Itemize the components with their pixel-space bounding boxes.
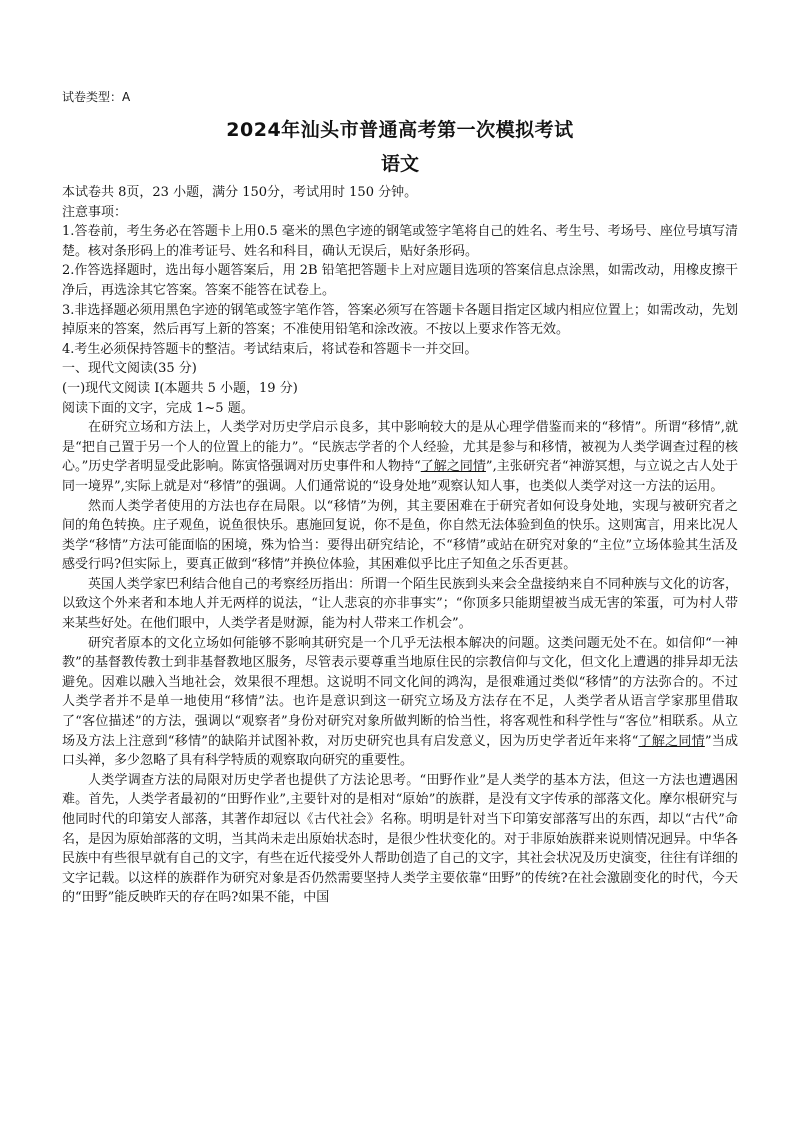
notice-item-3: 3.非选择题必须用黑色字迹的钢笔或签字笔作答，答案必须写在答题卡各题目指定区域内相应位置上；如需改动，先划掉原来的答案，然后再写上新的答案；不准使用铅笔和涂改液。不按以上要求作答无效。 (62, 302, 738, 338)
notice-heading: 注意事项： (62, 204, 128, 220)
passage-text: 研究者原本的文化立场如何能够不影响其研究是一个几乎无法根本解决的问题。这类问题无处不在。如信仰“一神教”的基督教传教士到非基督教地区服务，尽管表示要尊重当地原住民的宗教信仰与文化，但文化上遭遇的排异却无法避免。因难以融入当地社会，效果很不理想。这说明不同文化间的鸿沟，是很难通过类似“移情”的方法弥合的。不过人类学者并不是单一地使用“移情”法。也许是意识到这一研究立场及方法存在不足，人类学者从语言学家那里借取了“客位描述”的方法，强调以“观察者”身份对研究对象所做判断的恰当性，将客观性和科学性与“客位”相联系。从立场及方法上注意到“移情”的缺陷并试图补救，对历史研究也具有启发意义，因为历史学者近年来将“ (62, 635, 738, 749)
passage-paragraph-4 (62, 634, 738, 771)
exam-summary: 本试卷共 8页，23 小题，满分 150分，考试用时 150 分钟。 (62, 185, 418, 200)
passage-text: 在研究立场和方法上，人类学对历史学启示良多，其中影响较大的是从心理学借鉴而来的“移情”。所谓“移情”,就是“把自己置于另一个人的位置上的能力”。“民族志学者的个人经验，尤其是参与和移情，被视为人类学调查过程的核心。”历史学者明显受此影响。陈寅恪强调对历史事件和人物持“ (62, 420, 738, 475)
paper-type: 试卷类型：A (62, 90, 131, 104)
notice-item-2: 2.作答选择题时，选出每小题答案后，用 2B 铅笔把答题卡上对应题目选项的答案信息点涂黑，如需改动，用橡皮擦干净后，再选涂其它答案。答案不能答在试卷上。 (62, 263, 738, 298)
passage-paragraph-1 (62, 418, 738, 496)
exam-title: 2024年汕头市普通高考第一次模拟考试 (226, 119, 574, 141)
underlined-phrase: 了解之同情 (638, 733, 705, 749)
section-heading: 一、现代文阅读(35 分) (62, 361, 197, 377)
exam-page (62, 88, 738, 908)
underlined-phrase: 了解之同情 (420, 459, 486, 475)
passage-paragraph-2: 然而人类学者使用的方法也存在局限。以“移情”为例，其主要困难在于研究者如何设身处地，实现与被研究者之间的角色转换。庄子观鱼，说鱼很快乐。惠施回复说，你不是鱼，你自然无法体验到鱼的快乐。这则寓言，用来比况人类学“移情”方法可能面临的困境，殊为恰当：要得出研究结论，不“移情”或站在研究对象的“主位”立场体验其生活及感受行吗?但实际上，要真正做到“移情”并换位体验，其困难似乎比庄子知鱼之乐否更甚。 (62, 498, 739, 573)
passage-paragraph-5: 人类学调查方法的局限对历史学者也提供了方法论思考。“田野作业”是人类学的基本方法，但这一方法也遭遇困难。首先，人类学者最初的“田野作业”,主要针对的是相对“原始”的族群，是没有文字传承的部落文化。摩尔根研究与他同时代的印第安人部落，其著作却冠以《古代社会》名称。明明是针对当下印第安部落写出的东西，却以“古代”命名，是因为原始部落的文明，当其尚未走出原始状态时，是很少性状变化的。对于非原始族群来说则情况迥异。中华各民族中有些很早就有自己的文字，有些在近代接受外人帮助创造了自己的文字，其社会状况及历史演变，往往有详细的文字记载。以这样的族群作为研究对象是否仍然需要坚持人类学主要依靠“田野”的传统?在社会激剧变化的时代，今天的“田野”能反映昨天的存在吗?如果不能，中国 (62, 772, 739, 906)
passage-text: ”当成口头禅，多少忽略了具有科学特质的观察取向研究的重要性。 (62, 733, 738, 769)
notice-item-1: 1.答卷前，考生务必在答题卡上用0.5 毫米的黑色字迹的钢笔或签字笔将自己的姓名、考生号、考场号、座位号填写清楚。核对条形码上的准考证号、姓名和科目，确认无误后，贴好条形码。 (62, 224, 738, 259)
section-subheading: (一)现代文阅读 I(本题共 5 小题，19 分) (62, 380, 298, 396)
subject-title: 语文 (380, 153, 419, 175)
passage-paragraph-3: 英国人类学家巴利结合他自己的考察经历指出：所谓一个陌生民族到头来会全盘接纳来自不同种族与文化的访客，以致这个外来者和本地人并无两样的说法，“让人悲哀的亦非事实”；“你顶多只能期望被当成无害的笨蛋，可为村人带来某些好处。在他们眼中，人类学者是财源，能为村人带来工作机会”。 (62, 576, 739, 632)
passage-text: ”,主张研究者“神游冥想，与立说之古人处于同一境界”,实际上就是对“移情”的强调。人们通常说的“设身处地”观察认知人事，也类似人类学对这一方法的运用。 (62, 459, 738, 494)
reading-instruction: 阅读下面的文字，完成 1~5 题。 (62, 400, 254, 416)
notice-item-4: 4.考生必须保持答题卡的整洁。考试结束后，将试卷和答题卡一并交回。 (62, 341, 478, 357)
